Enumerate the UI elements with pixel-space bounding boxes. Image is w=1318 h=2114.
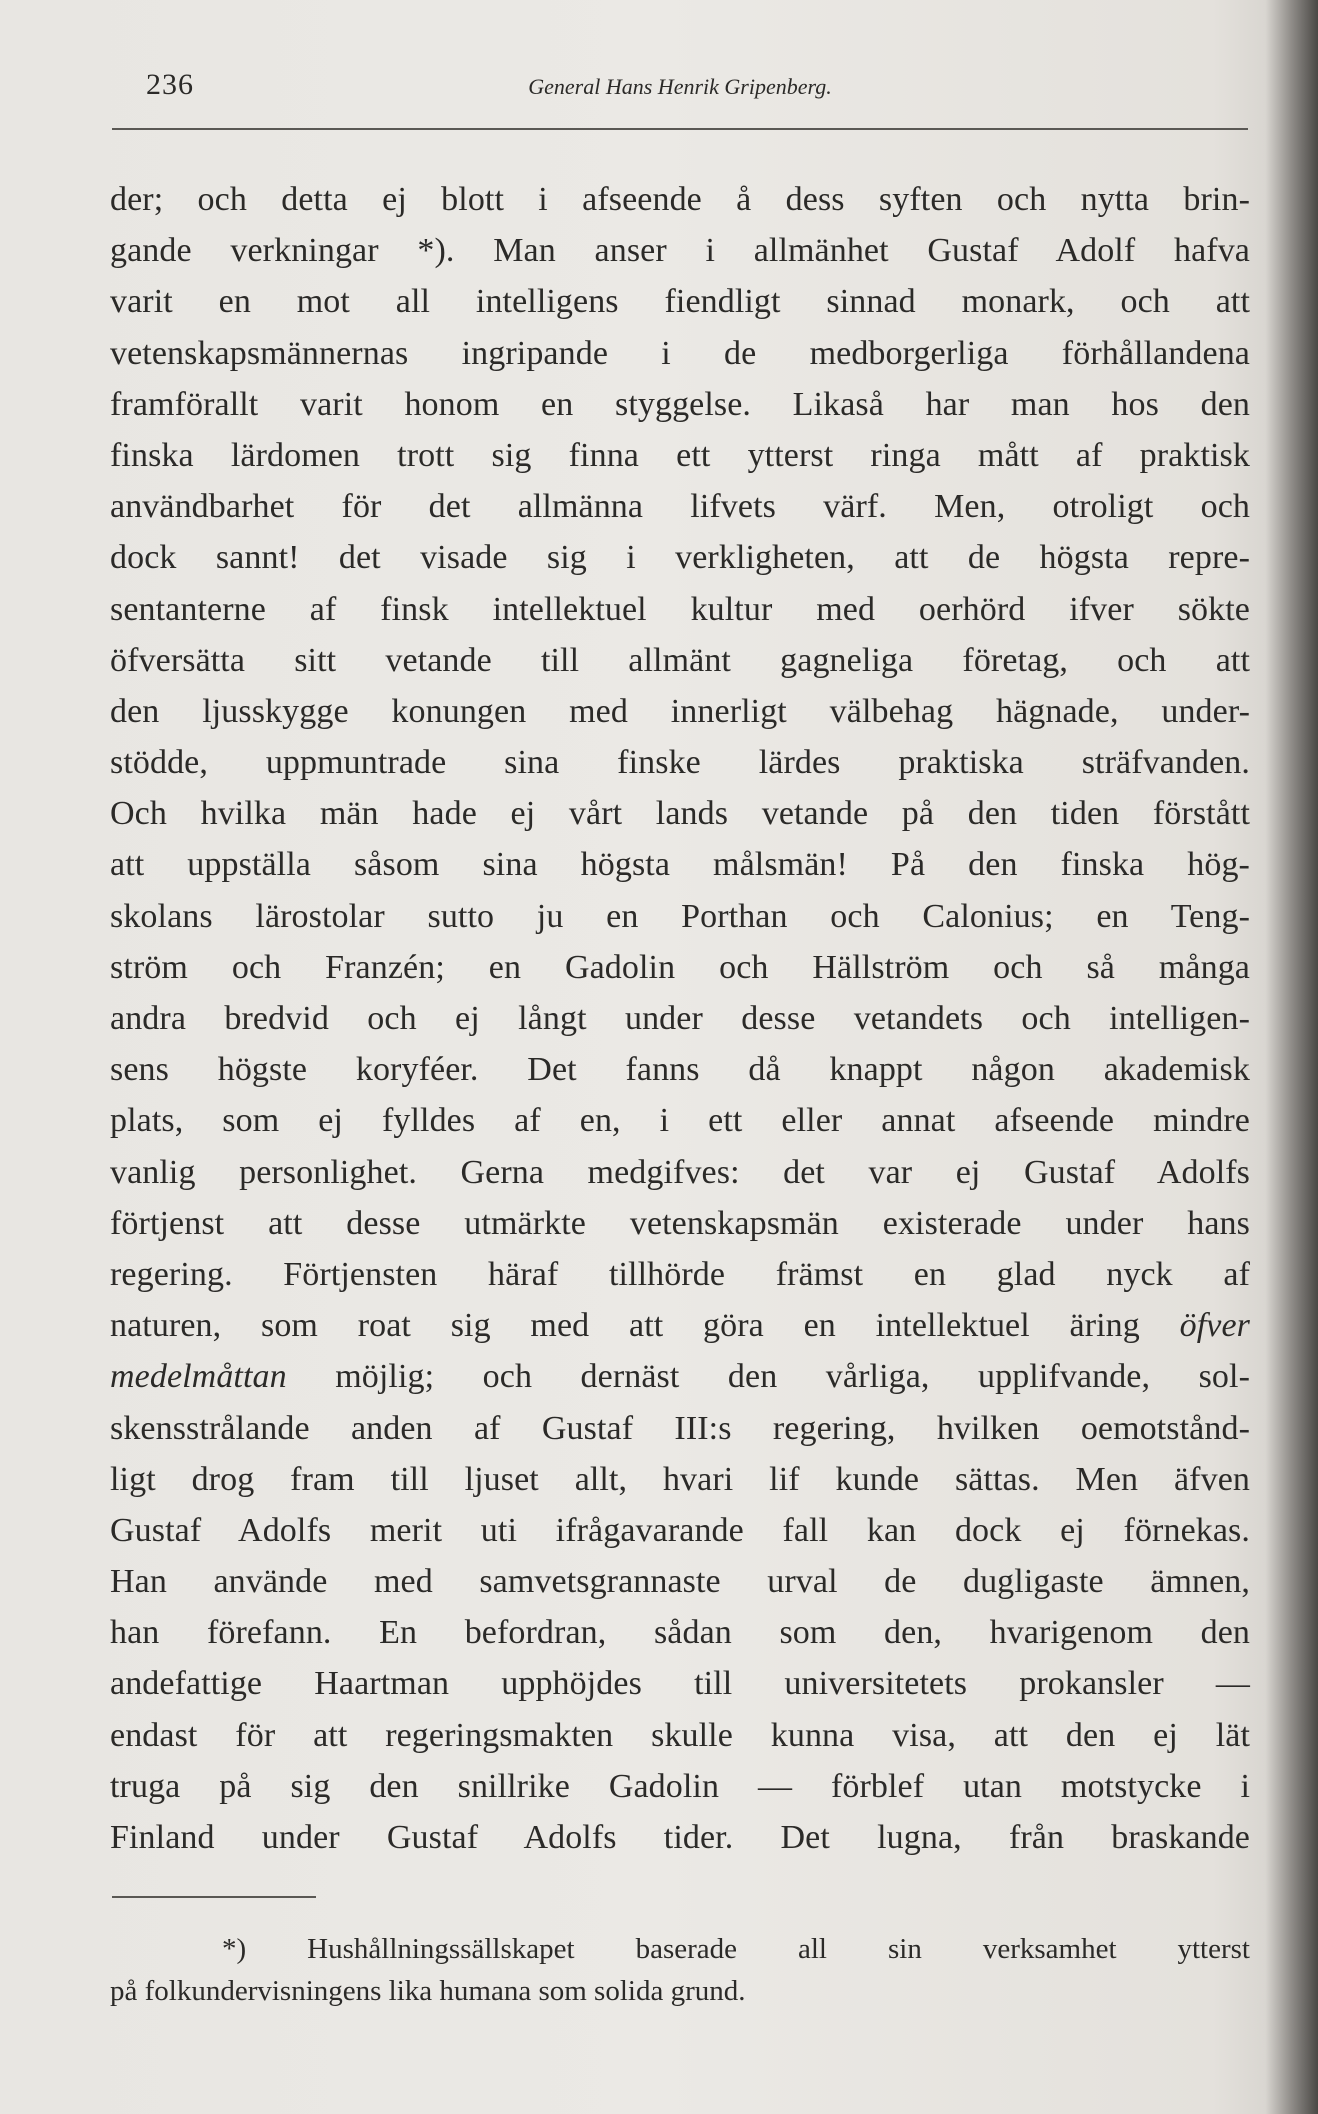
text-line: skolans lärostolar sutto ju en Porthan och Calonius; en Teng-: [110, 897, 1250, 935]
text-line: den ljusskygge konungen med innerligt välbehag hägnade, under-: [110, 692, 1250, 730]
header-rule: [112, 128, 1248, 130]
body-text: [110, 174, 1250, 1863]
text-line: varit en mot all intelligens fiendligt sinnad monark, och att: [110, 283, 1250, 321]
text-line: truga på sig den snillrike Gadolin — förblef utan motstycke i: [110, 1767, 1250, 1805]
text-line: plats, som ej fylldes af en, i ett eller annat afseende mindre: [110, 1102, 1250, 1140]
text-line: finska lärdomen trott sig finna ett ytterst ringa mått af praktisk: [110, 436, 1250, 474]
text-line: andefattige Haartman upphöjdes till universitetets prokansler —: [110, 1665, 1250, 1703]
text-line: att uppställa såsom sina högsta målsmän! På den finska hög-: [110, 846, 1250, 884]
text-line: ligt drog fram till ljuset allt, hvari lif kunde sättas. Men äfven: [110, 1460, 1250, 1498]
text-line: gande verkningar *). Man anser i allmänhet Gustaf Adolf hafva: [110, 232, 1250, 270]
italic-text: medelmåttan: [110, 1358, 287, 1396]
text-line: förtjenst att desse utmärkte vetenskapsmän existerade under hans: [110, 1204, 1250, 1242]
text-segment: möjlig; och dernäst den vårliga, upplifvande, sol-: [335, 1358, 1250, 1396]
text-line: Och hvilka män hade ej vårt lands vetande på den tiden förstått: [110, 795, 1250, 833]
footnote-line: på folkundervisningens lika humana som solida grund.: [110, 1975, 746, 2007]
text-line: vetenskapsmännernas ingripande i de medborgerliga förhållandena: [110, 334, 1250, 372]
page-number: 236: [146, 68, 194, 101]
text-line: dock sannt! det visade sig i verkligheten, att de högsta repre-: [110, 539, 1250, 577]
text-line: öfversätta sitt vetande till allmänt gagneliga företag, och att: [110, 641, 1250, 679]
text-line: framförallt varit honom en styggelse. Likaså har man hos den: [110, 385, 1250, 423]
text-line: ström och Franzén; en Gadolin och Hällström och så många: [110, 948, 1250, 986]
text-line: endast för att regeringsmakten skulle kunna visa, att den ej lät: [110, 1716, 1250, 1754]
italic-text: öfver: [1179, 1307, 1250, 1345]
running-title: General Hans Henrik Gripenberg.: [528, 74, 832, 99]
text-line: stödde, uppmuntrade sina finske lärdes praktiska sträfvanden.: [110, 744, 1250, 782]
footnote-line: *) Hushållningssällskapet baserade all sin verksamhet ytterst: [222, 1933, 1250, 1965]
text-line: Han använde med samvetsgrannaste urval de dugligaste ämnen,: [110, 1563, 1250, 1601]
text-segment: naturen, som roat sig med att göra en intellektuel äring: [110, 1307, 1140, 1345]
footnote: [110, 1928, 1250, 2012]
footnote-rule: [112, 1896, 316, 1898]
text-line: Gustaf Adolfs merit uti ifrågavarande fall kan dock ej förnekas.: [110, 1511, 1250, 1549]
text-line: användbarhet för det allmänna lifvets värf. Men, otroligt och: [110, 488, 1250, 526]
text-line: [110, 1351, 1250, 1402]
text-line: sens högste koryféer. Det fanns då knappt någon akademisk: [110, 1051, 1250, 1089]
text-line: regering. Förtjensten häraf tillhörde främst en glad nyck af: [110, 1255, 1250, 1293]
text-line: han förefann. En befordran, sådan som den, hvarigenom den: [110, 1614, 1250, 1652]
text-line: der; och detta ej blott i afseende å dess syften och nytta brin-: [110, 181, 1250, 218]
page-header: [112, 68, 1248, 118]
text-line: vanlig personlighet. Gerna medgifves: det var ej Gustaf Adolfs: [110, 1153, 1250, 1191]
text-line: [110, 1300, 1250, 1351]
text-line: sentanterne af finsk intellektuel kultur med oerhörd ifver sökte: [110, 590, 1250, 628]
text-line: andra bredvid och ej långt under desse vetandets och intelligen-: [110, 1000, 1250, 1037]
text-line: skensstrålande anden af Gustaf III:s regering, hvilken oemotstånd-: [110, 1409, 1250, 1447]
text-line: Finland under Gustaf Adolfs tider. Det lugna, från braskande: [110, 1819, 1250, 1856]
